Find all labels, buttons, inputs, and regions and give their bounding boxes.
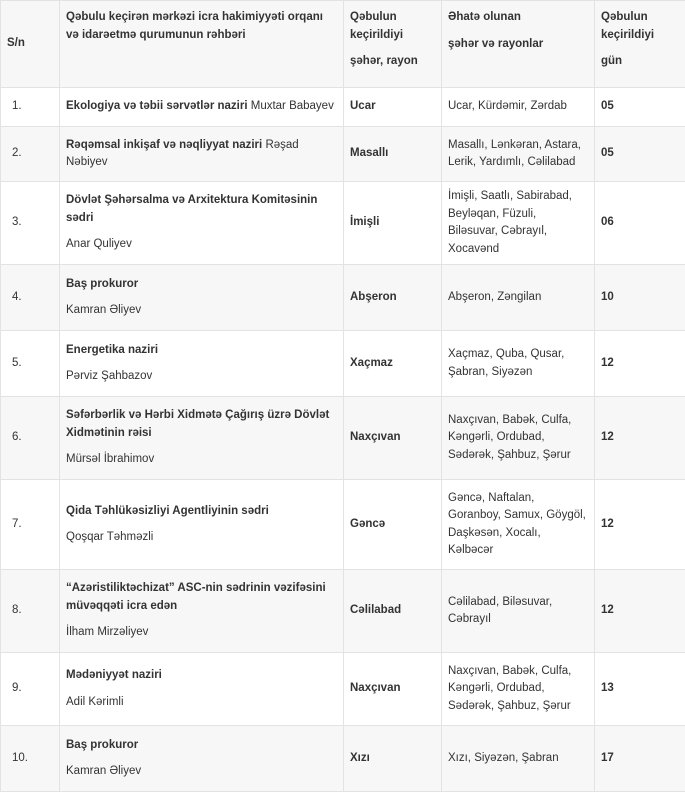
- regions-cell: İmişli, Saatlı, Sabirabad, Beyləqan, Füzuli, Biləsuvar, Cəbrayıl, Xocavənd: [442, 182, 595, 265]
- org-title: Energetika naziri: [66, 343, 159, 356]
- table-row: [1, 480, 685, 570]
- row-number: 2.: [1, 127, 60, 182]
- row-number: 5.: [1, 331, 60, 397]
- day-cell: 05: [595, 127, 685, 182]
- org-cell: [60, 570, 344, 653]
- person-name: Rəşad Nəbiyev: [66, 138, 299, 168]
- table-row: [1, 570, 685, 653]
- row-number: 1.: [1, 88, 60, 127]
- regions-cell: Xızı, Siyəzən, Şabran: [442, 726, 595, 792]
- table-row: [1, 88, 685, 127]
- person-name: Adil Kərimli: [66, 695, 124, 708]
- org-title: Baş prokuror: [66, 738, 139, 751]
- day-cell: 10: [595, 265, 685, 331]
- city-cell: Naxçıvan: [344, 397, 442, 480]
- row-number: 10.: [1, 726, 60, 792]
- table-row: [1, 331, 685, 397]
- regions-cell: Xaçmaz, Quba, Qusar, Şabran, Siyəzən: [442, 331, 595, 397]
- header-city-line2: şəhər, rayon: [350, 55, 418, 67]
- org-title: Ekologiya və təbii sərvətlər naziri: [66, 100, 248, 113]
- row-number: 8.: [1, 570, 60, 653]
- table-row: [1, 127, 685, 182]
- org-cell: [60, 397, 344, 480]
- day-cell: 17: [595, 726, 685, 792]
- org-cell: [60, 331, 344, 397]
- regions-cell: Abşeron, Zəngilan: [442, 265, 595, 331]
- org-cell: [60, 726, 344, 792]
- table-row: [1, 726, 685, 792]
- day-cell: 06: [595, 182, 685, 265]
- header-day-line2: gün: [601, 55, 623, 67]
- row-number: 9.: [1, 653, 60, 726]
- org-title: Baş prokuror: [66, 277, 139, 290]
- day-cell: 05: [595, 88, 685, 127]
- person-name: Kamran Əliyev: [66, 304, 142, 316]
- org-title: Səfərbərlik və Hərbi Xidmətə Çağırış üzrə Dövlət Xidmətinin rəisi: [66, 409, 330, 439]
- org-cell: [60, 127, 344, 182]
- header-day-line1: Qəbulun keçirildiyi: [601, 11, 655, 41]
- org-cell: [60, 480, 344, 570]
- row-number: 6.: [1, 397, 60, 480]
- day-cell: 13: [595, 653, 685, 726]
- person-name: İlham Mirzəliyev: [66, 626, 149, 639]
- city-cell: Xızı: [344, 726, 442, 792]
- org-cell: [60, 265, 344, 331]
- org-title: Qida Təhlükəsizliyi Agentliyinin sədri: [66, 504, 269, 517]
- day-cell: 12: [595, 397, 685, 480]
- org-title: Rəqəmsal inkişaf və nəqliyyat naziri: [66, 138, 263, 151]
- header-city: [344, 1, 442, 88]
- person-name: Qoşqar Təhməzli: [66, 531, 154, 543]
- day-cell: 12: [595, 480, 685, 570]
- table-row: [1, 182, 685, 265]
- city-cell: Gəncə: [344, 480, 442, 570]
- person-name: Pərviz Şahbazov: [66, 370, 153, 382]
- regions-cell: Naxçıvan, Babək, Culfa, Kəngərli, Ordubad, Sədərək, Şahbuz, Şərur: [442, 653, 595, 726]
- org-title: “Azəristiliktəchizat” ASC-nin sədrinin vəzifəsini müvəqqəti icra edən: [66, 582, 326, 612]
- header-sn: S/n: [1, 1, 60, 88]
- header-city-line1: Qəbulun keçirildiyi: [350, 11, 404, 41]
- day-cell: 12: [595, 570, 685, 653]
- person-name: Mürsəl İbrahimov: [66, 453, 155, 466]
- regions-cell: Masallı, Lənkəran, Astara, Lerik, Yardımlı, Cəlilabad: [442, 127, 595, 182]
- org-cell: [60, 88, 344, 127]
- city-cell: Naxçıvan: [344, 653, 442, 726]
- person-name: Anar Quliyev: [66, 238, 132, 251]
- header-regions-line1: Əhatə olunan: [448, 11, 521, 23]
- org-cell: [60, 182, 344, 265]
- city-cell: Masallı: [344, 127, 442, 182]
- header-day: [595, 1, 685, 88]
- table-header-row: [1, 1, 685, 88]
- city-cell: Xaçmaz: [344, 331, 442, 397]
- row-number: 7.: [1, 480, 60, 570]
- table-row: [1, 653, 685, 726]
- city-cell: Cəlilabad: [344, 570, 442, 653]
- person-name: Muxtar Babayev: [250, 100, 334, 113]
- person-name: Kamran Əliyev: [66, 765, 142, 777]
- org-cell: [60, 653, 344, 726]
- city-cell: Abşeron: [344, 265, 442, 331]
- header-regions: [442, 1, 595, 88]
- header-regions-line2: şəhər və rayonlar: [448, 37, 544, 50]
- city-cell: Ucar: [344, 88, 442, 127]
- org-title: Dövlət Şəhərsalma və Arxitektura Komitəsinin sədri: [66, 194, 318, 224]
- regions-cell: Ucar, Kürdəmir, Zərdab: [442, 88, 595, 127]
- table-row: [1, 397, 685, 480]
- regions-cell: Naxçıvan, Babək, Culfa, Kəngərli, Ordubad, Sədərək, Şahbuz, Şərur: [442, 397, 595, 480]
- header-org: Qəbulu keçirən mərkəzi icra hakimiyyəti orqanı və idarəetmə qurumunun rəhbəri: [60, 1, 344, 88]
- org-title: Mədəniyyət naziri: [66, 669, 162, 681]
- row-number: 4.: [1, 265, 60, 331]
- table-row: [1, 265, 685, 331]
- city-cell: İmişli: [344, 182, 442, 265]
- regions-cell: Gəncə, Naftalan, Goranboy, Samux, Göygöl, Daşkəsən, Xocalı, Kəlbəcər: [442, 480, 595, 570]
- regions-cell: Cəlilabad, Biləsuvar, Cəbrayıl: [442, 570, 595, 653]
- day-cell: 12: [595, 331, 685, 397]
- row-number: 3.: [1, 182, 60, 265]
